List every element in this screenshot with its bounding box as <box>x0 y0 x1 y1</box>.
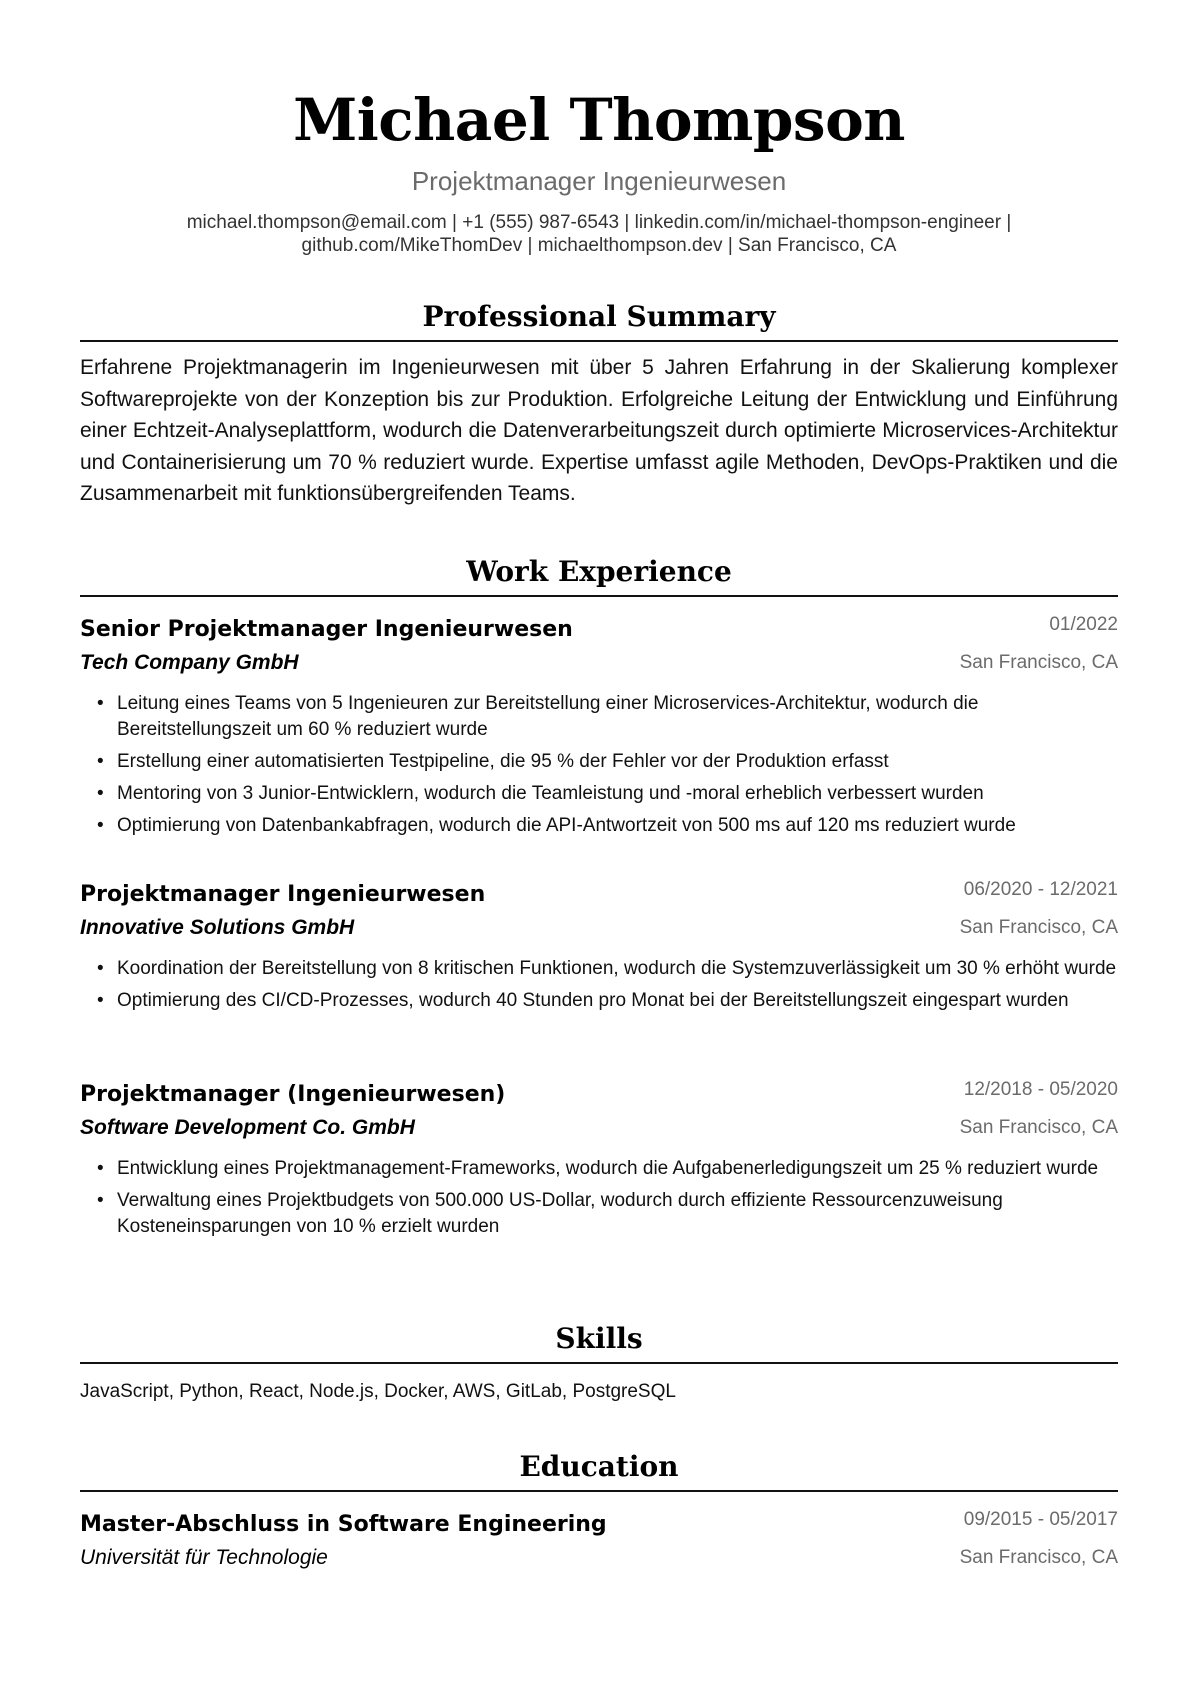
achievement-text: Verwaltung eines Projektbudgets von 500.000 US-Dollar, wodurch durch effiziente Ressourcenzuweisung Kosteneinsparungen von 10 % erzielt wurden <box>117 1190 1003 1237</box>
achievement-text: Erstellung einer automatisierten Testpipeline, die 95 % der Fehler vor der Produktion erfasst <box>117 751 889 772</box>
bullet-icon: • <box>97 783 104 804</box>
school-name: Universität für Technologie <box>80 1546 328 1569</box>
bullet-icon: • <box>97 1190 104 1211</box>
skills-list: JavaScript, Python, React, Node.js, Docker, AWS, GitLab, PostgreSQL <box>80 1381 676 1402</box>
achievement-text: Optimierung des CI/CD-Prozesses, wodurch 40 Stunden pro Monat bei der Bereitstellungszeit eingespart wurden <box>117 990 1069 1011</box>
achievement-list <box>80 956 1118 1020</box>
job-title: Projektmanager Ingenieurwesen <box>80 882 486 907</box>
section-heading-skills: Skills <box>555 1322 643 1355</box>
job-location: San Francisco, CA <box>959 652 1118 673</box>
contact-info <box>80 211 1118 257</box>
list-item <box>80 988 1118 1014</box>
job-title: Projektmanager (Ingenieurwesen) <box>80 1082 506 1107</box>
list-item <box>80 691 1118 743</box>
job-date: 12/2018 - 05/2020 <box>963 1079 1118 1100</box>
job-location: San Francisco, CA <box>959 1117 1118 1138</box>
company-name: Software Development Co. GmbH <box>80 1116 415 1139</box>
job-date: 01/2022 <box>1049 614 1118 635</box>
section-heading-education: Education <box>519 1450 679 1483</box>
job-date: 06/2020 - 12/2021 <box>963 879 1118 900</box>
achievement-list <box>80 1156 1118 1246</box>
achievement-list <box>80 691 1118 845</box>
bullet-icon: • <box>97 693 104 714</box>
contact-line-1: michael.thompson@email.com | +1 (555) 987-6543 | linkedin.com/in/michael-thompson-engineer | <box>186 212 1012 233</box>
degree-title: Master-Abschluss in Software Engineering <box>80 1512 607 1537</box>
bullet-icon: • <box>97 751 104 772</box>
contact-line-2: github.com/MikeThomDev | michaelthompson.dev | San Francisco, CA <box>301 235 897 256</box>
summary-text: Erfahrene Projektmanagerin im Ingenieurwesen mit über 5 Jahren Erfahrung in der Skalierung komplexer Softwareprojekte von der Konzeption bis zur Produktion. Erfolgreiche Leitung der Entwicklung und Einführung einer Echtzeit-Analyseplattform, wodurch die Datenverarbeitungszeit durch optimierte Microservices-Architektur und Containerisierung um 70 % reduziert wurde. Expertise umfasst agile Methoden, DevOps-Praktiken und die Zusammenarbeit mit funktionsübergreifenden Teams. <box>80 356 1118 505</box>
list-item <box>80 956 1118 982</box>
section-divider <box>80 340 1118 342</box>
achievement-text: Optimierung von Datenbankabfragen, wodurch die API-Antwortzeit von 500 ms auf 120 ms reduziert wurde <box>117 815 1016 836</box>
section-heading-experience: Work Experience <box>466 555 732 588</box>
list-item <box>80 1156 1118 1182</box>
list-item <box>80 1188 1118 1240</box>
candidate-name: Michael Thompson <box>293 86 905 154</box>
bullet-icon: • <box>97 815 104 836</box>
bullet-icon: • <box>97 1158 104 1179</box>
job-location: San Francisco, CA <box>959 917 1118 938</box>
achievement-text: Mentoring von 3 Junior-Entwicklern, wodurch die Teamleistung und -moral erheblich verbessert wurden <box>117 783 984 804</box>
section-divider <box>80 595 1118 597</box>
list-item <box>80 749 1118 775</box>
job-title: Senior Projektmanager Ingenieurwesen <box>80 617 573 642</box>
list-item <box>80 813 1118 839</box>
section-divider <box>80 1490 1118 1492</box>
section-divider <box>80 1362 1118 1364</box>
achievement-text: Koordination der Bereitstellung von 8 kritischen Funktionen, wodurch die Systemzuverlässigkeit um 30 % erhöht wurde <box>117 958 1117 979</box>
bullet-icon: • <box>97 990 104 1011</box>
education-location: San Francisco, CA <box>959 1547 1118 1568</box>
achievement-text: Leitung eines Teams von 5 Ingenieuren zur Bereitstellung einer Microservices-Architektur, wodurch die Bereitstellungszeit um 60 % reduziert wurde <box>117 693 979 740</box>
education-date: 09/2015 - 05/2017 <box>963 1509 1118 1530</box>
section-heading-summary: Professional Summary <box>422 300 776 333</box>
candidate-title: Projektmanager Ingenieurwesen <box>411 166 787 196</box>
company-name: Innovative Solutions GmbH <box>80 916 355 939</box>
achievement-text: Entwicklung eines Projektmanagement-Frameworks, wodurch die Aufgabenerledigungszeit um 25 % reduziert wurde <box>117 1158 1099 1179</box>
bullet-icon: • <box>97 958 104 979</box>
company-name: Tech Company GmbH <box>80 651 299 674</box>
list-item <box>80 781 1118 807</box>
